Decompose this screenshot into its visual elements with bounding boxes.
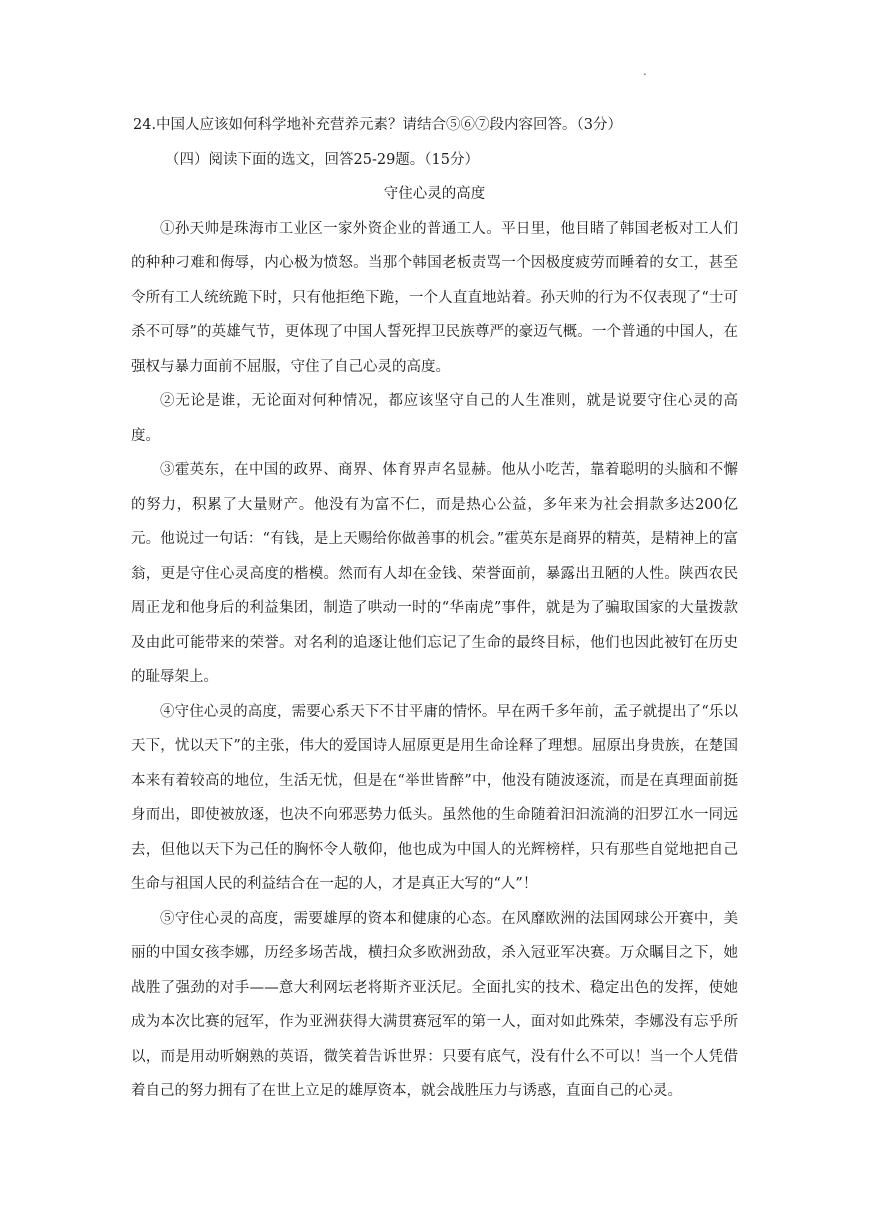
paragraph-4: ④守住心灵的高度，需要心系天下不甘平庸的情怀。早在两千多年前，孟子就提出了“乐以天下，忧以天下”的主张，伟大的爱国诗人屈原更是用生命诠释了理想。屈原出身贵族，在楚国本来有着较高的地位，生活无忧，但是在“举世皆醉”中，他没有随波逐流，而是在真理面前挺身而出，即使被放逐，也决不向邪恶势力低头。虽然他的生命随着汩汩流淌的汨罗江水一同远去，但他以天下为己任的胸怀令人敬仰，他也成为中国人的光辉榜样，只有那些自觉地把自己生命与祖国人民的利益结合在一起的人，才是真正大写的“人”！	[131, 703, 738, 892]
paragraph-1: ①孙天帅是珠海市工业区一家外资企业的普通工人。平日里，他目睹了韩国老板对工人们的种种刁难和侮辱，内心极为愤怒。当那个韩国老板责骂一个因极度疲劳而睡着的女工，甚至令所有工人统统跪下时，只有他拒绝下跪，一个人直直地站着。孙天帅的行为不仅表现了“士可杀不可辱”的英雄气节，更体现了中国人誓死捍卫民族尊严的豪迈气概。一个普通的中国人，在强权与暴力面前不屈服，守住了自己心灵的高度。	[131, 220, 738, 375]
document-page	[131, 108, 738, 1109]
paragraph-3: ③霍英东，在中国的政界、商界、体育界声名显赫。他从小吃苦，靠着聪明的头脑和不懈的努力，积累了大量财产。他没有为富不仁，而是热心公益，多年来为社会捐款多达200亿元。他说过一句话：“有钱，是上天赐给你做善事的机会。”霍英东是商界的精英，是精神上的富翁，更是守住心灵高度的楷模。然而有人却在金钱、荣誉面前，暴露出丑陋的人性。陕西农民周正龙和他身后的利益集团，制造了哄动一时的“华南虎”事件，就是为了骗取国家的大量拨款及由此可能带来的荣誉。对名利的追逐让他们忘记了生命的最终目标，他们也因此被钉在历史的耻辱架上。	[131, 462, 738, 685]
section-instruction: （四）阅读下面的选文，回答25-29题。（15分）	[165, 151, 479, 168]
paragraph-5: ⑤守住心灵的高度，需要雄厚的资本和健康的心态。在风靡欧洲的法国网球公开赛中，美丽的中国女孩李娜，历经多场苦战，横扫众多欧洲劲敌，杀入冠亚军决赛。万众瞩目之下，她战胜了强劲的对手——意大利网坛老将斯齐亚沃尼。全面扎实的技术、稳定出色的发挥，使她成为本次比赛的冠军，作为亚洲获得大满贯赛冠军的第一人，面对如此殊荣，李娜没有忘乎所以，而是用动听娴熟的英语，微笑着告诉世界：只要有底气，没有什么不可以！当一个人凭借着自己的努力拥有了在世上立足的雄厚资本，就会战胜压力与诱惑，直面自己的心灵。	[131, 910, 738, 1099]
page-mark: .	[643, 64, 647, 78]
question-24: 24.中国人应该如何科学地补充营养元素？请结合⑤⑥⑦段内容回答。（3分）	[133, 117, 623, 133]
article-title: 守住心灵的高度	[383, 186, 486, 202]
paragraph-2: ②无论是谁，无论面对何种情况，都应该坚守自己的人生准则，就是说要守住心灵的高度。	[131, 393, 738, 444]
